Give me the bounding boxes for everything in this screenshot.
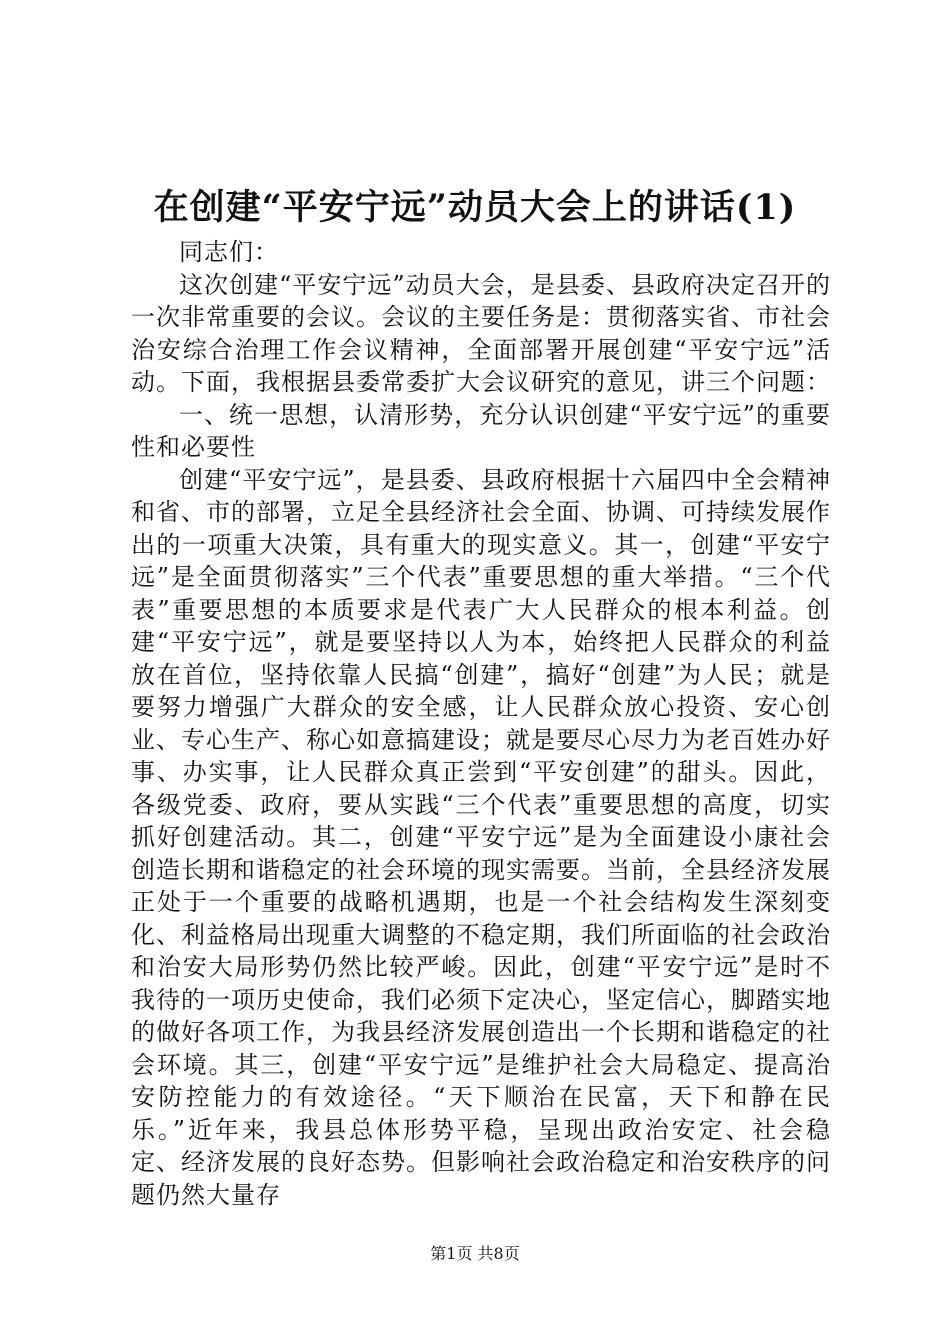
body-paragraph: 创建“平安宁远”，是县委、县政府根据十六届四中全会精神和省、市的部署，立足全县经济社会全面、协调、可持续发展作出的一项重大决策，具有重大的现实意义。其一，创建“平安宁远”是全面贯彻落实”三个代表”重要思想的重大举措。“三个代表”重要思想的本质要求是代表广大人民群众的根本利益。创建“平安宁远”，就是要坚持以人为本，始终把人民群众的利益放在首位，坚持依靠人民搞“创建”，搞好“创建”为人民；就是要努力增强广大群众的安全感，让人民群众放心投资、安心创业、专心生产、称心如意搞建设；就是要尽心尽力为老百姓办好事、办实事，让人民群众真正尝到“平安创建”的甜头。因此，各级党委、政府，要从实践“三个代表”重要思想的高度，切实抓好创建活动。其二，创建“平安宁远”是为全面建设小康社会创造长期和谐稳定的社会环境的现实需要。当前，全县经济发展正处于一个重要的战略机遇期，也是一个社会结构发生深刻变化、利益格局出现重大调整的不稳定期，我们所面临的社会政治和治安大局形势仍然比较严峻。因此，创建“平安宁远”是时不我待的一项历史使命，我们必须下定决心，坚定信心，脚踏实地的做好各项工作，为我县经济发展创造出一个长期和谐稳定的社会环境。其三，创建“平安宁远”是维护社会大局稳定、提高治安防控能力的有效途径。“天下顺治在民富，天下和静在民乐。”近年来，我县总体形势平稳，呈现出政治安定、社会稳定、经济发展的良好态势。但影响社会政治稳定和治安秩序的问题仍然大量存 <box>131 465 831 1209</box>
section-heading: 一、统一思想，认清形势，充分认识创建“平安宁远”的重要性和必要性 <box>131 400 831 461</box>
document-title: 在创建“平安宁远”动员大会上的讲话(1) <box>153 187 797 228</box>
intro-paragraph: 这次创建“平安宁远”动员大会，是县委、县政府决定召开的一次非常重要的会议。会议的主要任务是：贯彻落实省、市社会治安综合治理工作会议精神，全面部署开展创建“平安宁远”活动。下面，我根据县委常委扩大会议研究的意见，讲三个问题： <box>131 270 831 396</box>
page-number-footer: 第1页 共8页 <box>430 1244 520 1263</box>
salutation-paragraph: 同志们： <box>179 238 279 266</box>
document-body <box>131 236 831 1211</box>
